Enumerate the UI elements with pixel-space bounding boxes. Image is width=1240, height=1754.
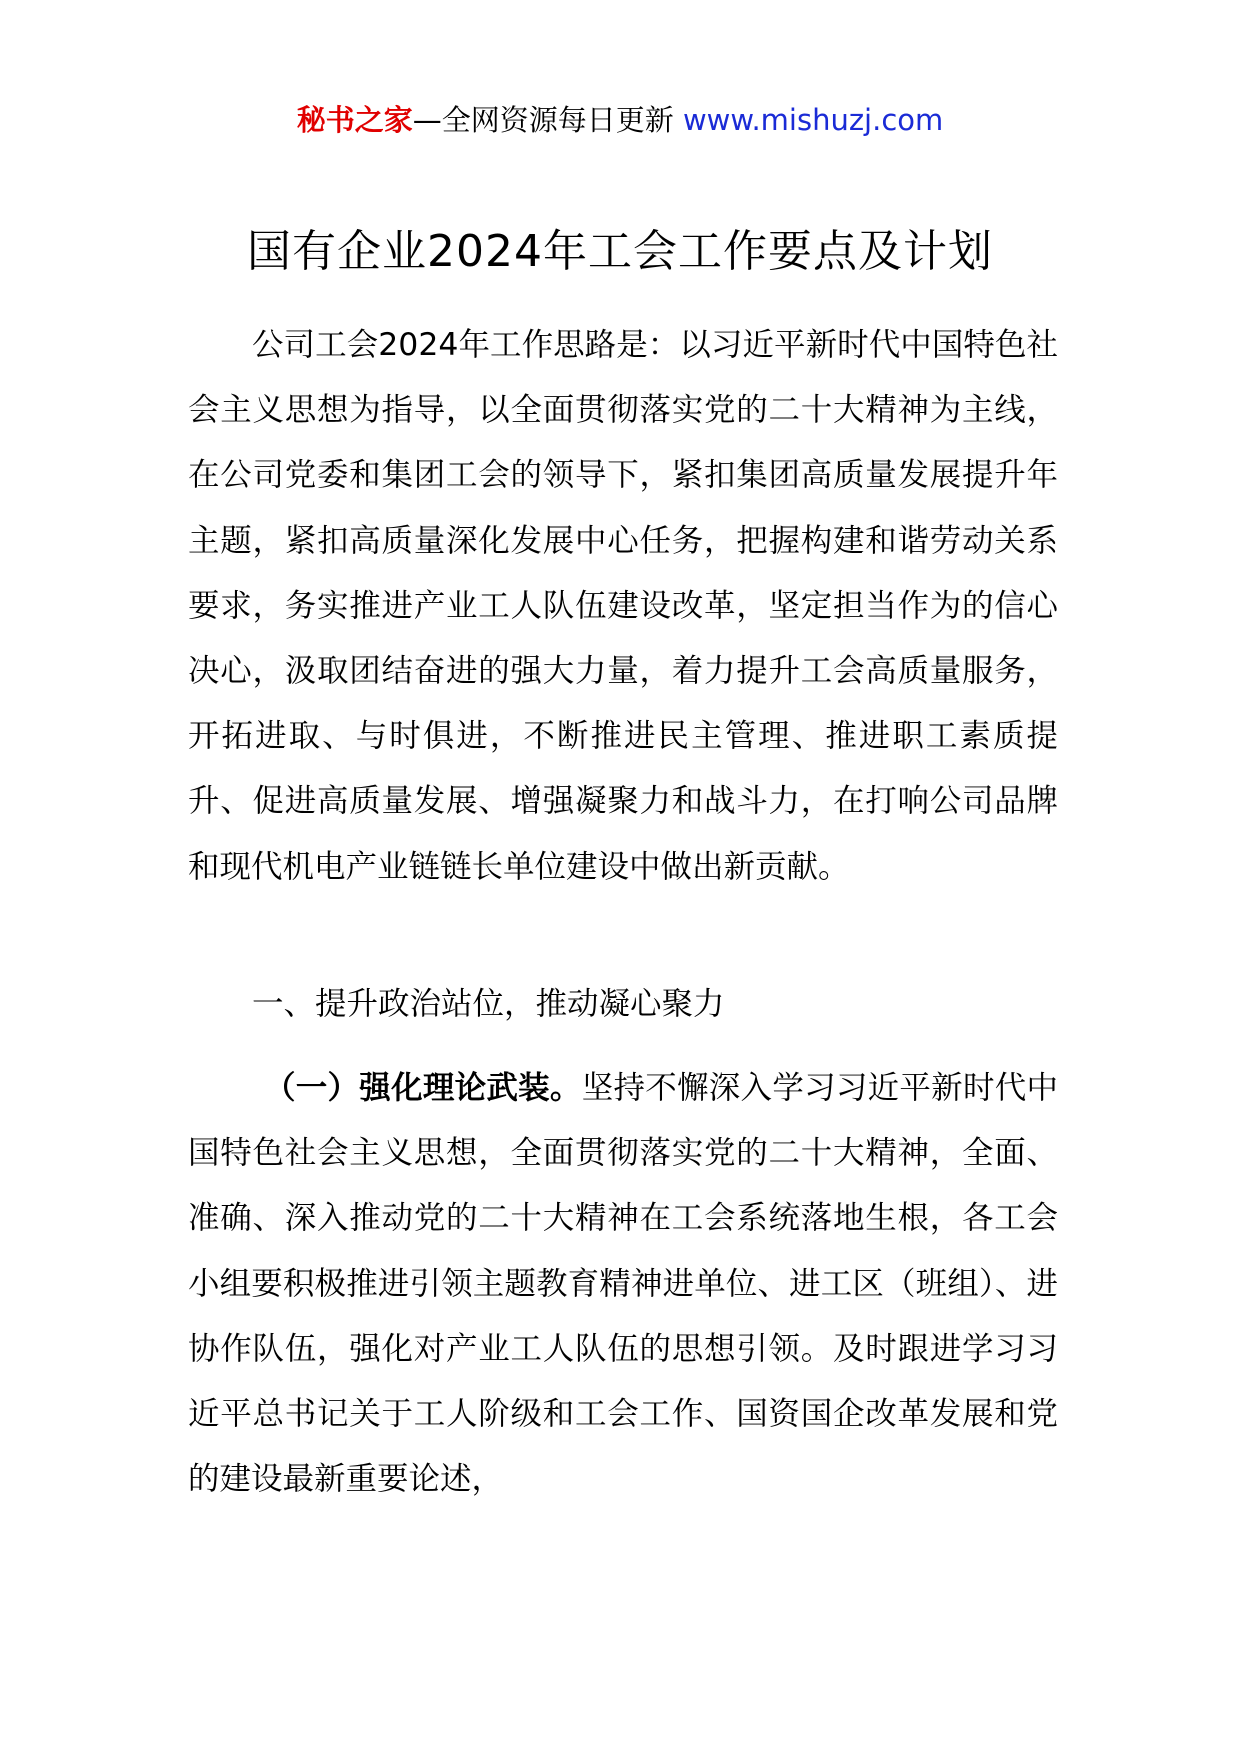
section-heading-1: 一、提升政治站位，推动凝心聚力 — [252, 986, 725, 1022]
header-banner — [0, 100, 1240, 140]
paragraph-body: 坚持不懈深入学习习近平新时代中国特色社会主义思想，全面贯彻落实党的二十大精神，全面、准确、深入推动党的二十大精神在工会系统落地生根，各工会小组要积极推进引领主题教育精神进单位、进工区（班组）、进协作队伍，强化对产业工人队伍的思想引领。及时跟进学习习近平总书记关于工人阶级和工会工作、国资国企改革发展和党的建设最新重要论述， — [188, 1070, 1058, 1498]
banner-url-link[interactable]: www.mishuzj.com — [682, 103, 944, 137]
paragraph-work-approach: 公司工会2024年工作思路是：以习近平新时代中国特色社会主义思想为指导，以全面贯彻落实党的二十大精神为主线，在公司党委和集团工会的领导下，紧扣集团高质量发展提升年主题，紧扣高质量深化发展中心任务，把握构建和谐劳动关系要求，务实推进产业工人队伍建设改革，坚定担当作为的信心决心，汲取团结奋进的强大力量，着力提升工会高质量服务，开拓进取、与时俱进，不断推进民主管理、推进职工素质提升、促进高质量发展、增强凝聚力和战斗力，在打响公司品牌和现代机电产业链链长单位建设中做出新贡献。 — [188, 327, 1058, 885]
banner-tagline: —全网资源每日更新 — [412, 103, 683, 137]
paragraph-lead-heading: （一）强化理论武装。 — [264, 1070, 582, 1106]
document-title: 国有企业2024年工会工作要点及计划 — [247, 226, 993, 277]
paragraph-theory-study — [188, 1056, 1058, 1512]
banner-brand: 秘书之家 — [296, 103, 413, 137]
